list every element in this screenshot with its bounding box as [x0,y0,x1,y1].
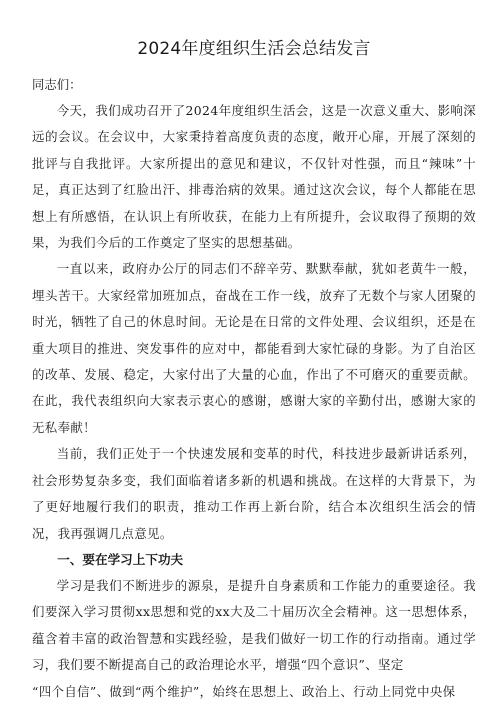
section-paragraph: 学习是我们不断进步的源泉，是提升自身素质和工作能力的重要途径。我们要深入学习贯彻xx思想和党的xx大及二十届历次全会精神。这一思想体系，蕴含着丰富的政治智慧和实践经验，是我们做好一切工作的行动指南。通过学习，我们要不断提高自己的政治理论水平，增强“四个意识”、坚定 [32,577,476,673]
paragraph-2: 一直以来，政府办公厅的同志们不辞辛劳、默默奉献，犹如老黄牛一般，埋头苦干。大家经常加班加点，奋战在工作一线，放弃了无数个与家人团聚的时光，牺牲了自己的休息时间。无论是在日常的文件处理、会议组织，还是在重大项目的推进、突发事件的应对中，都能看到大家忙碌的身影。为了自治区的改革、发展、稳定，大家付出了大量的心血，作出了不可磨灭的重要贡献。在此，我代表组织向大家表示衷心的感谢，感谢大家的辛勤付出，感谢大家的无私奉献！ [32,261,476,435]
section-heading: 一、要在学习上下功夫 [57,551,184,567]
paragraph-3: 当前，我们正处于一个快速发展和变革的时代，科技进步最新讲话系列，社会形势复杂多变，我们面临着诸多新的机遇和挑战。在这样的大背景下，为了更好地履行我们的职责，推动工作再上新台阶，结合本次组织生活会的情况，我再强调几点意见。 [32,446,476,541]
salutation: 同志们： [32,77,82,92]
paragraph-continuation: “四个自信”、做到“两个维护”，始终在思想上、政治上、行动上同党中央保 [32,683,456,699]
paragraph-1: 今天，我们成功召开了2024年度组织生活会，这是一次意义重大、影响深远的会议。在会议中，大家秉持着高度负责的态度，敞开心扉，开展了深刻的批评与自我批评。大家所提出的意见和建议，不仅针对性强，而且“辣味”十足，真正达到了红脸出汗、排毒治病的效果。通过这次会议，每个人都能在思想上有所感悟，在认识上有所收获，在能力上有所提升，会议取得了预期的效果，为我们今后的工作奠定了坚实的思想基础。 [32,103,476,251]
document-title: 2024年度组织生活会总结发言 [137,39,371,59]
